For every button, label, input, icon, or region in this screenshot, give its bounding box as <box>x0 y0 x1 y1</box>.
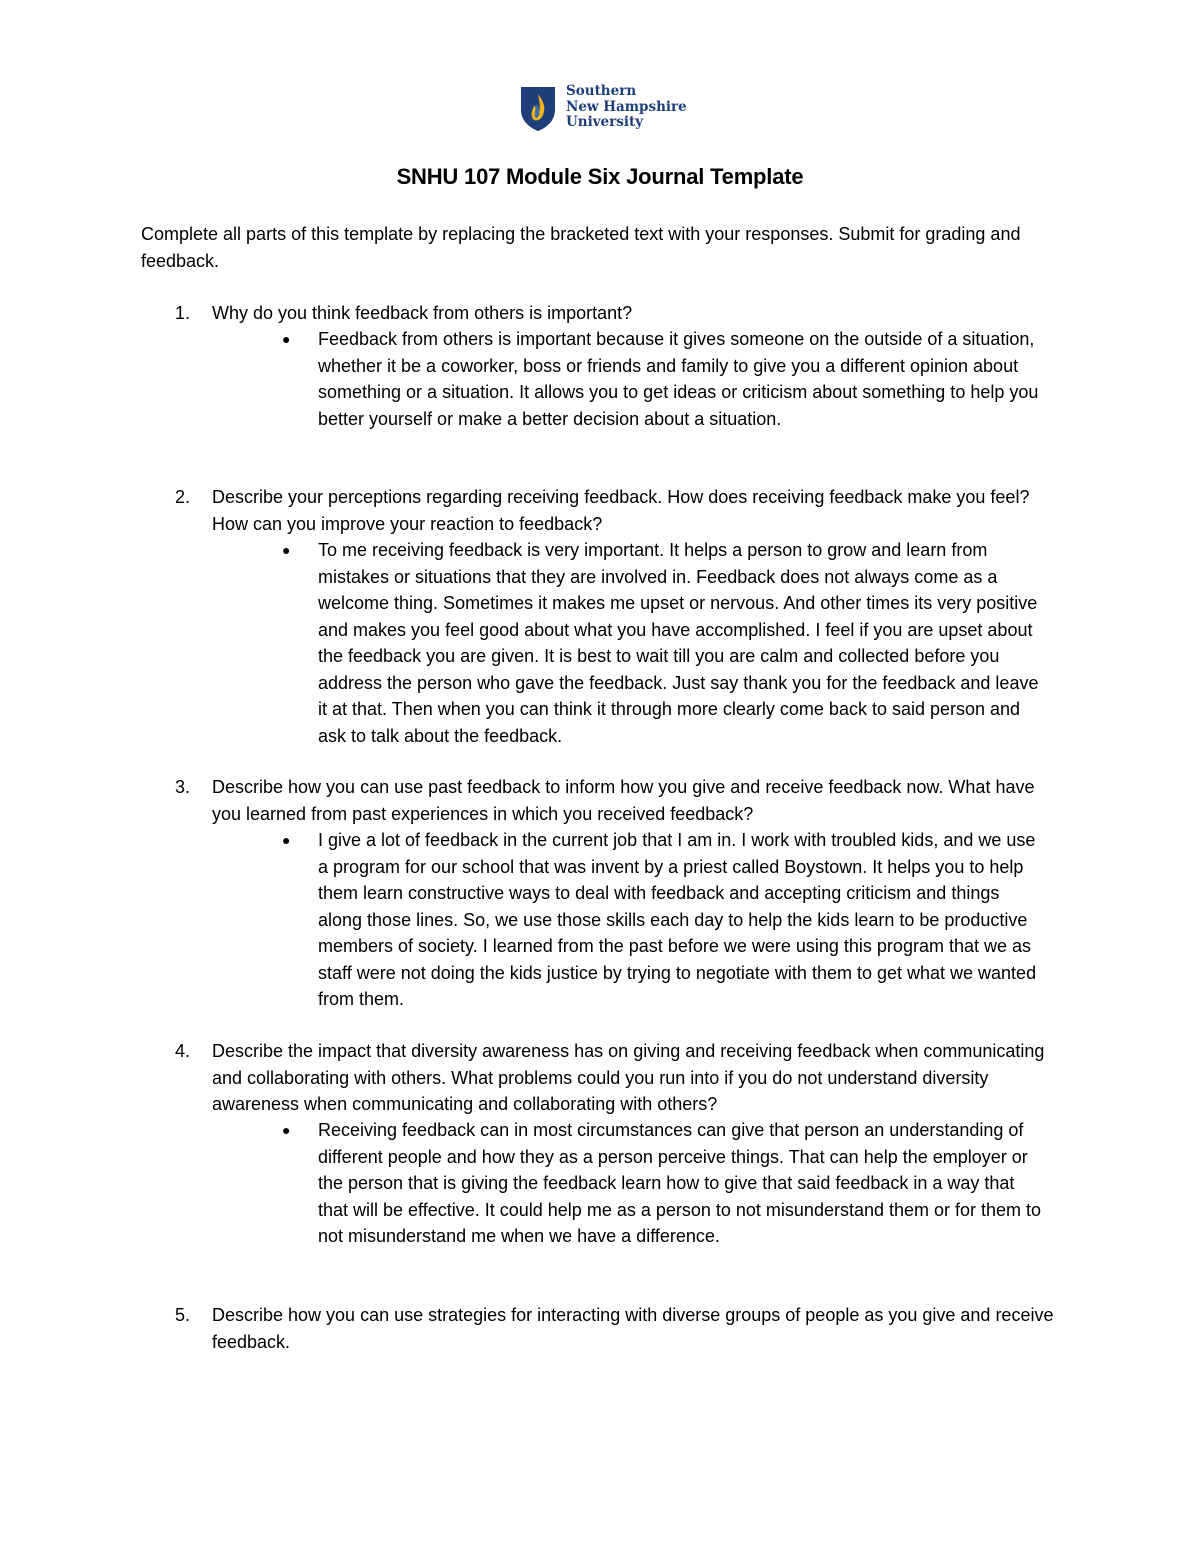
logo-line-2: New Hampshire <box>566 98 687 115</box>
question-item <box>175 1302 1055 1355</box>
instructions-paragraph: Complete all parts of this template by replacing the bracketed text with your responses. Submit for grading and feedback. <box>141 224 1021 271</box>
question-number: 2. <box>175 487 191 507</box>
question-number: 5. <box>175 1305 191 1325</box>
question-item <box>175 774 1055 827</box>
question-text: Why do you think feedback from others is important? <box>212 303 633 323</box>
document-title: SNHU 107 Module Six Journal Template <box>396 164 804 189</box>
answer-text: Receiving feedback can in most circumstances can give that person an understanding of different people and how they as a person perceive things. That can help the employer or the person that is giving the feedback learn how to give that said feedback in a way that that will be effective. It could help me as a person to not misunderstand them or for them to not misunderstand me when we have a difference. <box>318 1120 1042 1246</box>
answer-text: I give a lot of feedback in the current job that I am in. I work with troubled kids, and we use a program for our school that was invent by a priest called Boystown. It helps you to help them learn constructive ways to deal with feedback and accepting criticism and things along those lines. So, we use those skills each day to help the kids learn to be productive members of society. I learned from the past before we were using this program that we as staff were not doing the kids justice by trying to negotiate with them to get what we wanted from them. <box>318 830 1037 1009</box>
shield-flame-icon <box>520 86 556 132</box>
bullet-icon: ● <box>282 542 291 558</box>
answer-text: Feedback from others is important because it gives someone on the outside of a situation, whether it be a coworker, boss or friends and family to give you a different opinion about something or a situation. It allows you to get ideas or criticism about something to help you better yourself or make a better decision about a situation. <box>318 329 1039 429</box>
question-text: Describe how you can use strategies for interacting with diverse groups of people as you give and receive feedback. <box>212 1305 1054 1352</box>
answer-item <box>282 827 1042 1013</box>
bullet-icon: ● <box>282 331 291 347</box>
logo-wordmark <box>566 84 687 131</box>
question-item <box>175 1038 1055 1118</box>
question-item <box>175 484 1055 537</box>
answer-text: To me receiving feedback is very important. It helps a person to grow and learn from mistakes or situations that they are involved in. Feedback does not always come as a welcome thing. Sometimes it makes me upset or nervous. And other times its very positive and makes you feel good about what you have accomplished. I feel if you are upset about the feedback you are given. It is best to wait till you are calm and collected before you address the person who gave the feedback. Just say thank you for the feedback and leave it at that. Then when you can think it through more clearly come back to said person and ask to talk about the feedback. <box>318 540 1039 746</box>
question-number: 4. <box>175 1041 191 1061</box>
answer-item <box>282 326 1042 432</box>
question-text: Describe the impact that diversity awareness has on giving and receiving feedback when communicating and collaborating with others. What problems could you run into if you do not understand diversity awareness when communicating and collaborating with others? <box>212 1041 1045 1114</box>
logo-line-3: University <box>566 114 644 130</box>
university-logo <box>520 84 687 132</box>
question-text: Describe your perceptions regarding receiving feedback. How does receiving feedback make you feel? How can you improve your reaction to feedback? <box>212 487 1030 534</box>
answer-item <box>282 1117 1042 1250</box>
question-number: 3. <box>175 777 191 797</box>
answer-item <box>282 537 1042 749</box>
bullet-icon: ● <box>282 1122 291 1138</box>
question-item <box>175 300 1055 327</box>
question-text: Describe how you can use past feedback to inform how you give and receive feedback now. What have you learned from past experiences in which you received feedback? <box>212 777 1035 824</box>
logo-line-1: Southern <box>566 83 637 99</box>
bullet-icon: ● <box>282 832 291 848</box>
question-number: 1. <box>175 303 191 323</box>
